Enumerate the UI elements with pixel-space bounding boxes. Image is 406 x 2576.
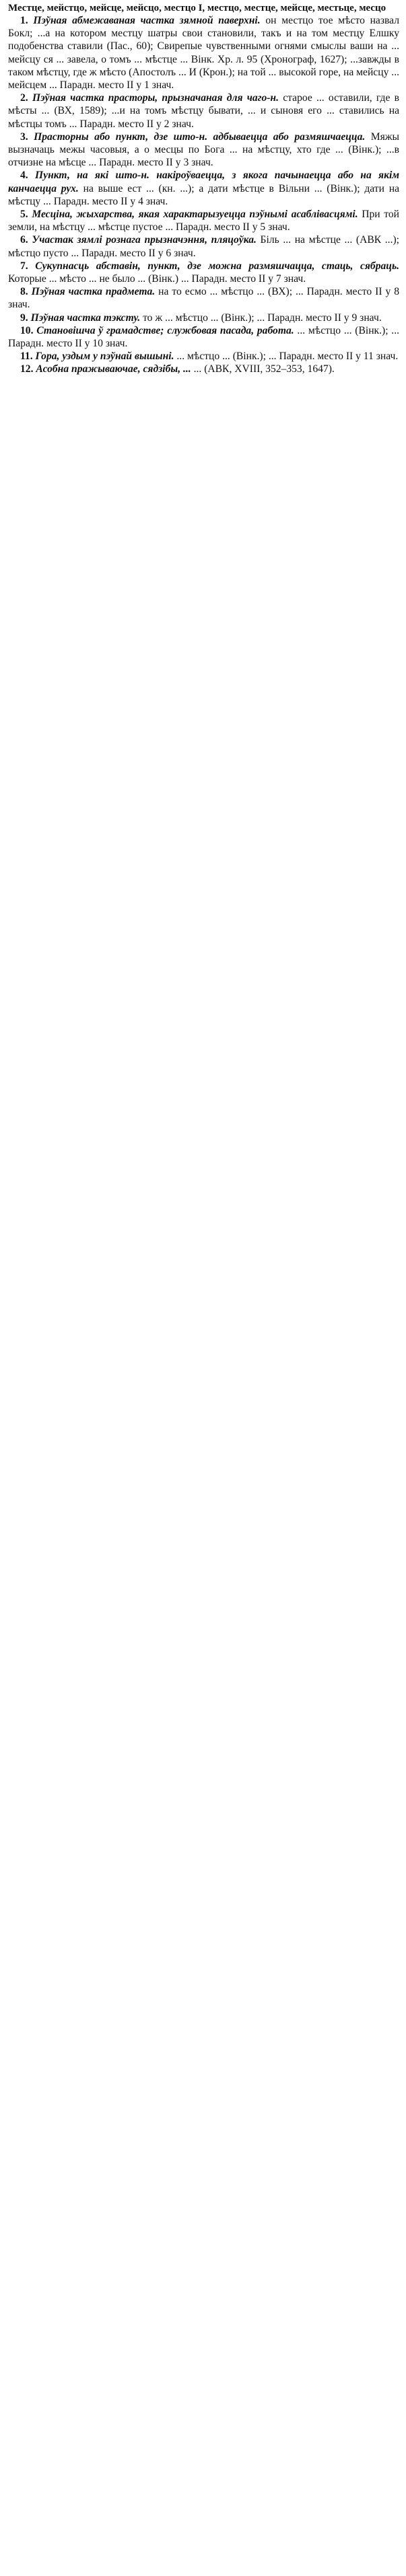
sense-number: 9. — [20, 311, 28, 324]
sense-text: ... мѣстцо ... (Вінк.); ... Парадн. место II у 11 знач. — [176, 351, 399, 363]
sense-number: 8. — [20, 286, 28, 298]
sense-gloss: Асобна пражываючае, сядзібы, ... — [36, 363, 191, 375]
sense-gloss: Пэўная абмежаваная частка зямной паверхні. — [33, 15, 261, 26]
sense — [8, 350, 399, 363]
sense-gloss: Прасторны або пункт, дзе што-н. адбываецца або размяшчаецца. — [34, 131, 366, 143]
sense-gloss: Пэўная частка прасторы, прызначаная для чаго-н. — [32, 92, 279, 104]
sense-number: 3. — [20, 131, 28, 143]
sense-gloss: Гора, уздым у пэўнай вышыні. — [35, 351, 174, 363]
sense — [8, 311, 399, 324]
sense-gloss: Участак зямлі рознага прызначэння, пляцоўка. — [32, 234, 257, 246]
sense-gloss: Сукупнасць абставін, пункт, дзе можна размяшчацца, стаць, сябраць. — [35, 260, 399, 272]
sense-text: то ж ... мѣстцо ... (Вінк.); ... Парадн. место II у 9 знач. — [143, 311, 382, 324]
sense — [8, 233, 399, 259]
sense-number: 1. — [20, 15, 28, 26]
sense-gloss: Пэўная частка тэксту. — [30, 311, 141, 324]
sense-gloss: Пэўная частка прадмета. — [31, 286, 156, 298]
sense-text: При той земли, на мѣстцу ... мѣстце пустое ... Парадн. место II у 5 знач. — [8, 209, 399, 233]
sense-text: ... (АВК, XVIII, 352–353, 1647). — [193, 363, 335, 375]
sense — [8, 363, 399, 375]
entry-headword: Местце, мейстцо, мейсце, мейсцо, местцо I, местцо, местце, мейсце, местьце, месцо — [8, 3, 386, 13]
sense-text: на выше ест ... (кн. ...); а дати мѣстце в Вільни ... (Вінк.); дати на мѣстцу ... Парадн. место II у 4 знач. — [8, 182, 400, 207]
sense-number: 10. — [20, 324, 34, 336]
sense — [8, 169, 399, 208]
sense — [8, 131, 399, 170]
senses-list — [8, 14, 399, 376]
sense-gloss: Месціна, жыхарства, якая характарызуецца пэўнымі асаблівасцямі. — [32, 209, 358, 221]
sense-gloss: Пункт, на які што-н. накіроўваецца, з якога пачынаецца або на якім канчаецца рух. — [8, 170, 399, 194]
sense — [8, 285, 399, 311]
sense-number: 5. — [20, 209, 28, 221]
sense-text: он местцо тое мѣсто назвал Бокл; ...а на котором местцу шатры свои становили, такъ и на том местцу Елшку подобенства ставили (Пас., 60); Свирепые чувственными огнями смыслы ваши на ... мейсцу ся ... завела, о томъ ... мѣстце ... Вінк. Хр. л. 95 (Хронограф, 1627); ...завжды в таком мѣстцу, где ж мѣсто (Апостолъ ... И (Крон.); на той ... высокой горе, на мейсцу ... мейсцем ... Парадн. место II у 1 знач. — [8, 15, 400, 91]
sense-text: старое ... оставили, где в мѣсты ... (ВХ, 1589); ...и на томъ мѣстцу бывати, ... и сыновя его ... ставились на мѣстцы томъ ... Парадн. место II у 2 знач. — [8, 92, 399, 130]
sense-text: ... мѣстцо ... (Вінк.); ... Парадн. место II у 10 знач. — [8, 324, 399, 350]
sense — [8, 91, 399, 131]
sense-number: 4. — [20, 170, 28, 182]
sense-number: 7. — [20, 260, 28, 272]
sense — [8, 260, 399, 285]
sense-gloss: Становішча ў грамадстве; службовая пасада, работа. — [36, 324, 294, 336]
sense — [8, 14, 399, 91]
sense-number: 6. — [20, 234, 28, 246]
sense-number: 11. — [20, 351, 33, 363]
sense-text: на то есмо ... мѣстцо ... (ВХ); ... Парадн. место II у 8 знач. — [8, 286, 400, 311]
sense — [8, 208, 399, 233]
sense-text: Мяжы вызначаць межы часовыя, а о месцы по Бога ... на мѣстцу, хто где ... (Вінк.); ...в отчизне на мѣсце ... Парадн. место II у 3 знач. — [8, 131, 399, 169]
sense-number: 2. — [20, 92, 28, 104]
sense-text: Которые ... мѣсто ... не было ... (Вінк.) ... Парадн. место II у 7 знач. — [8, 273, 306, 285]
sense-text: Біль ... на мѣстце ... (АВК ...); мѣстцо пусто ... Парадн. место II у 6 знач. — [8, 234, 399, 259]
sense-number: 12. — [20, 363, 34, 375]
sense — [8, 324, 399, 350]
